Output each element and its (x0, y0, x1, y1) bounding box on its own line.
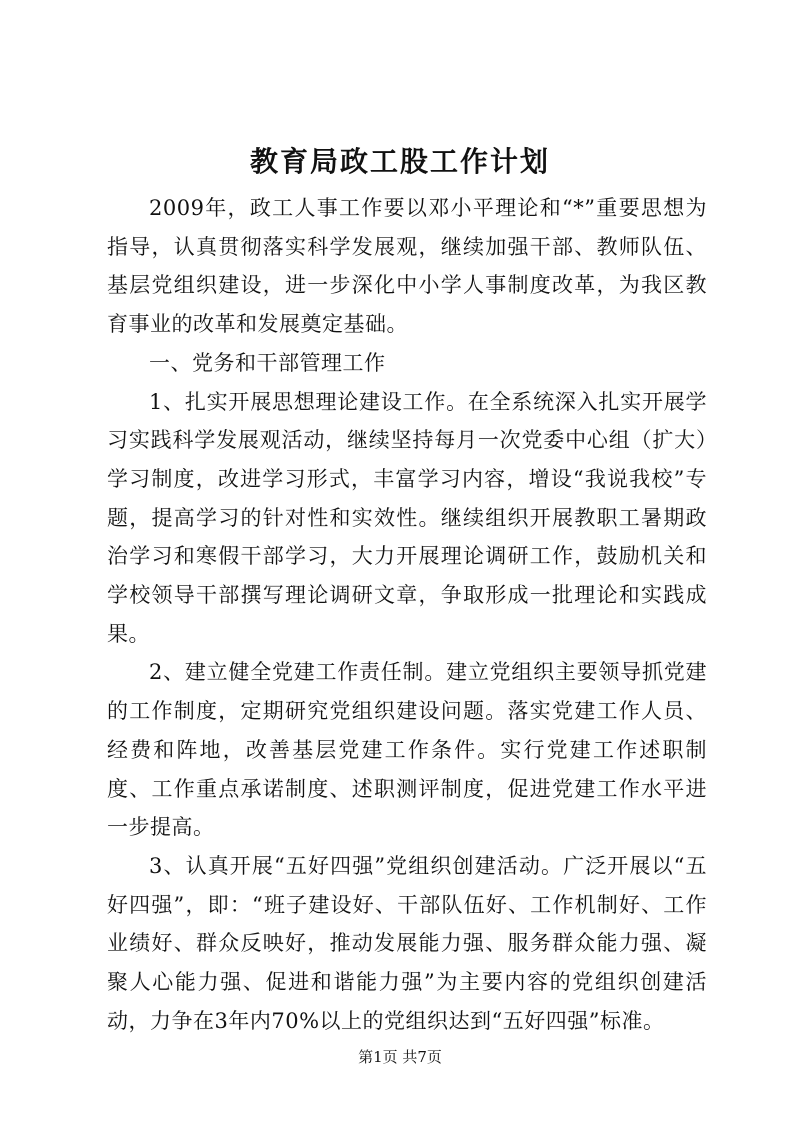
paragraph-item-3: 3、认真开展“五好四强”党组织创建活动。广泛开展以“五好四强”，即：“班子建设好、干部队伍好、工作机制好、工作业绩好、群众反映好，推动发展能力强、服务群众能力强、凝聚人心能力强、促进和谐能力强”为主要内容的党组织创建活动，力争在3年内70%以上的党组织达到“五好四强”标准。 (107, 853, 707, 1033)
paragraph-intro: 2009年，政工人事工作要以邓小平理论和“*”重要思想为指导，认真贯彻落实科学发展观，继续加强干部、教师队伍、基层党组织建设，进一步深化中小学人事制度改革，为我区教育事业的改革和发展奠定基础。 (107, 196, 707, 337)
paragraph-item-2: 2、建立健全党建工作责任制。建立党组织主要领导抓党建的工作制度，定期研究党组织建设问题。落实党建工作人员、经费和阵地，改善基层党建工作条件。实行党建工作述职制度、工作重点承诺制度、述职测评制度，促进党建工作水平进一步提高。 (107, 660, 707, 840)
document-title: 教育局政工股工作计划 (249, 145, 550, 178)
paragraph-item-1: 1、扎实开展思想理论建设工作。在全系统深入扎实开展学习实践科学发展观活动，继续坚持每月一次党委中心组（扩大）学习制度，改进学习形式，丰富学习内容，增设“我说我校”专题，提高学习的针对性和实效性。继续组织开展教职工暑期政治学习和寒假干部学习，大力开展理论调研工作，鼓励机关和学校领导干部撰写理论调研文章，争取形成一批理论和实践成果。 (107, 389, 707, 646)
document-body (107, 189, 707, 1040)
section-heading-party-affairs: 一、党务和干部管理工作 (149, 350, 386, 375)
page-number-footer: 第1页 共7页 (358, 1048, 442, 1066)
